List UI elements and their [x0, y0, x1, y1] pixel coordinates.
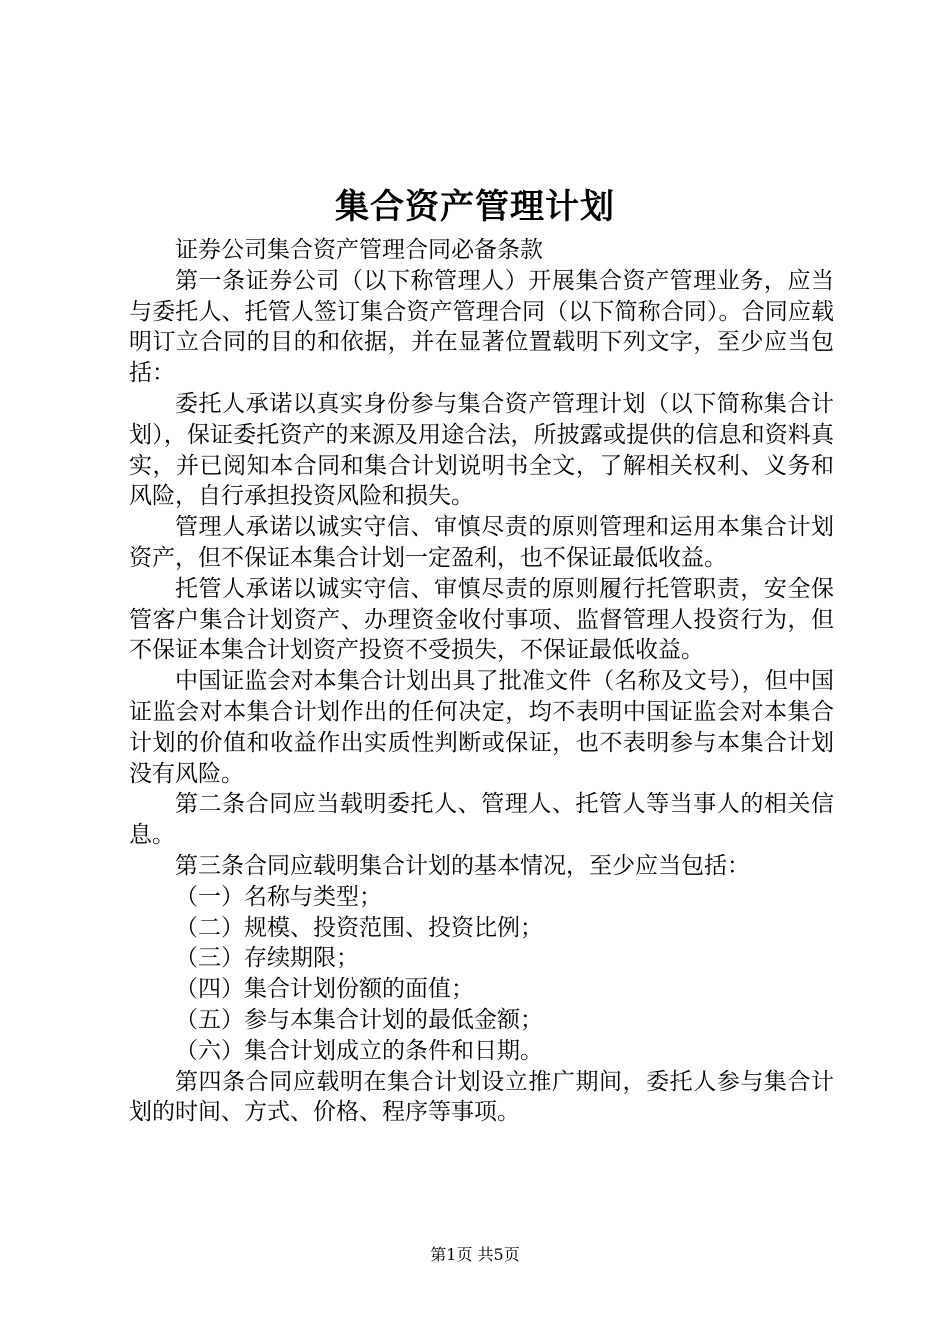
manager-commitment-paragraph: 管理人承诺以诚实守信、审慎尽责的原则管理和运用本集合计划资产，但不保证本集合计划一定盈利，也不保证最低收益。 — [129, 514, 834, 571]
article-2-paragraph: 第二条合同应当载明委托人、管理人、托管人等当事人的相关信息。 — [129, 791, 834, 849]
document-body — [129, 235, 834, 1128]
article-3-paragraph: 第三条合同应载明集合计划的基本情况，至少应当包括： — [175, 852, 750, 879]
client-commitment-paragraph: 委托人承诺以真实身份参与集合资产管理计划（以下简称集合计划），保证委托资产的来源及用途合法，所披露或提供的信息和资料真实，并已阅知本合同和集合计划说明书全文，了解相关权利、义务和风险，自行承担投资风险和损失。 — [129, 390, 834, 510]
list-item: （五）参与本集合计划的最低金额； — [175, 1006, 543, 1033]
csrc-statement-paragraph: 中国证监会对本集合计划出具了批准文件（名称及文号），但中国证监会对本集合计划作出的任何决定，均不表明中国证监会对本集合计划的价值和收益作出实质性判断或保证，也不表明参与本集合计划没有风险。 — [129, 668, 834, 787]
custodian-commitment-paragraph: 托管人承诺以诚实守信、审慎尽责的原则履行托管职责，安全保管客户集合计划资产、办理资金收付事项、监督管理人投资行为，但不保证本集合计划资产投资不受损失，不保证最低收益。 — [129, 575, 834, 664]
article-1-paragraph: 第一条证券公司（以下称管理人）开展集合资产管理业务，应当与委托人、托管人签订集合资产管理合同（以下简称合同）。合同应载明订立合同的目的和依据，并在显著位置载明下列文字，至少应当包括： — [129, 267, 834, 387]
list-item: （二）规模、投资范围、投资比例； — [175, 914, 543, 941]
list-item: （四）集合计划份额的面值； — [175, 976, 474, 1003]
subtitle-paragraph: 证券公司集合资产管理合同必备条款 — [175, 237, 543, 263]
article-4-paragraph: 第四条合同应载明在集合计划设立推广期间，委托人参与集合计划的时间、方式、价格、程序等事项。 — [129, 1068, 834, 1126]
document-title: 集合资产管理计划 — [335, 187, 615, 227]
list-item: （一）名称与类型； — [175, 883, 382, 910]
page-footer: 第1页 共5页 — [430, 1245, 520, 1264]
list-item: （三）存续期限； — [175, 945, 359, 972]
list-item: （六）集合计划成立的条件和日期。 — [175, 1037, 543, 1064]
